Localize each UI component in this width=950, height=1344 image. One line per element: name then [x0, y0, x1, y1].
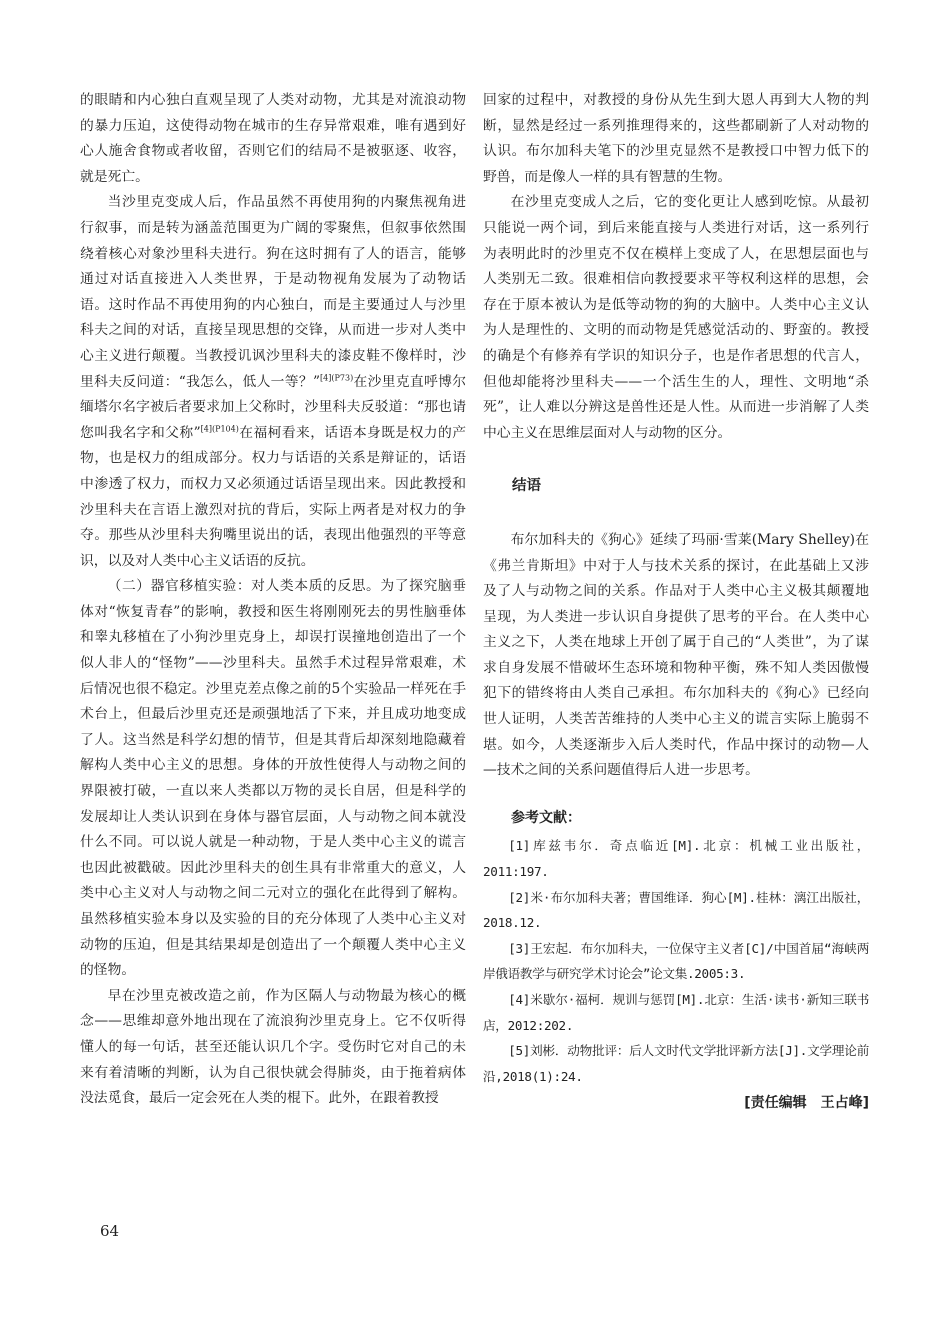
paragraph-text: 当沙里克变成人后，作品虽然不再使用狗的内聚焦视角进行叙事，而是转为涵盖范围更为广阔的零聚焦，但叙事依然围绕着核心对象沙里科夫进行。狗在这时拥有了人的语言，能够通过对话直接进入人类世界，于是动物视角发展为了动物话语。这时作品不再使用狗的内心独白，而是主要通过人与沙里科夫之间的对话，直接呈现思想的交锋，从而进一步对人类中心主义进行颠覆。当教授讥讽沙里科夫的漆皮鞋不像样时，沙里科夫反问道：“我怎么，低人一等？” [80, 194, 466, 390]
citation-marker: [4](P104) [200, 424, 239, 434]
paragraph: （二）器官移植实验：对人类本质的反思。为了探究脑垂体对“恢复青春”的影响，教授和医生将刚刚死去的男性脑垂体和睾丸移植在了小狗沙里克身上，却误打误撞地创造出了一个似人非人的“怪物”——沙里科夫。虽然手术过程异常艰难，术后情况也很不稳定。沙里克差点像之前的5个实验品一样死在手术台上，但最后沙里克还是顽强地活了下来，并且成功地变成了人。这当然是科学幻想的情节，但是其背后却深刻地隐藏着解构人类中心主义的思想。身体的开放性使得人与动物之间的界限被打破，一直以来人类都以万物的灵长自居，但是科学的发展却让人类认识到在身体与器官层面，人与动物之间本就没什么不同。可以说人就是一种动物，于是人类中心主义的谎言也因此被戳破。因此沙里科夫的创生具有非常重大的意义，人类中心主义对人与动物之间二元对立的强化在此得到了解构。虽然移植实验本身以及实验的目的充分体现了人类中心主义对动物的压迫，但是其结果却是创造出了一个颠覆人类中心主义的怪物。 [80, 578, 466, 979]
paragraph: 布尔加科夫的《狗心》延续了玛丽·雪莱(Mary Shelley)在《弗兰肯斯坦》中对于人与技术关系的探讨，在此基础上又涉及了人与动物之间的关系。作品对于人类中心主义极其颠覆地呈现，为人类进一步认识自身提供了思考的平台。在人类中心主义之下，人类在地球上开创了属于自己的“人类世”，为了谋求自身发展不惜破坏生态环境和物种平衡，殊不知人类因傲慢犯下的错终将由人类自己承担。布尔加科夫的《狗心》已经向世人证明，人类苦苦维持的人类中心主义的谎言实际上脆弱不堪。如今，人类逐渐步入后人类时代，作品中探讨的动物—人—技术之间的关系问题值得后人进一步思考。 [483, 531, 869, 779]
citation-marker: [4](P73) [320, 372, 354, 382]
paragraph-text: 在福柯看来，话语本身既是权力的产物，也是权力的组成部分。权力与话语的关系是辩证的，话语中渗透了权力，而权力又必须通过话语呈现出来。因此教授和沙里科夫在言语上激烈对抗的背后，实际上两者是对权力的争夺。那些从沙里科夫狗嘴里说出的话，表现出他强烈的平等意识，以及对人类中心主义话语的反抗。 [80, 424, 466, 569]
reference-item: [1]库兹韦尔．奇点临近[M].北京：机械工业出版社，2011:197. [483, 838, 869, 880]
reference-item: [2]米·布尔加科夫著；曹国维译．狗心[M].桂林：漓江出版社，2018.12. [483, 889, 869, 931]
section-heading: 结语 [512, 478, 541, 495]
paragraph-text: 在沙里克直呼博尔缅塔尔名字被后者要求加上父称时，沙里科夫反驳道：“那也请您叫我名字和父称” [80, 373, 467, 441]
page-number: 64 [100, 1222, 120, 1240]
reference-item: [4]米歇尔·福柯．规训与惩罚[M].北京：生活·读书·新知三联书店，2012:202. [483, 992, 869, 1033]
paragraph: 回家的过程中，对教授的身份从先生到大恩人再到大人物的判断，显然是经过一系列推理得来的，这些都刷新了人对动物的认识。布尔加科夫笔下的沙里克显然不是教授口中智力低下的野兽，而是像人一样的具有智慧的生物。 [483, 92, 869, 185]
reference-item: [3]王宏起．布尔加科夫，一位保守主义者[C]/中国首届“海峡两岸俄语教学与研究学术讨论会”论文集.2005:3. [483, 940, 869, 982]
responsible-editor: [责任编辑 王占峰] [744, 1095, 869, 1112]
paragraph: 的眼睛和内心独白直观呈现了人类对动物，尤其是对流浪动物的暴力压迫，这使得动物在城市的生存异常艰难，唯有遇到好心人施舍食物或者收留，否则它们的结局不是被驱逐、收容，就是死亡。 [80, 92, 466, 185]
right-column [483, 88, 869, 1117]
paragraph: 早在沙里克被改造之前，作为区隔人与动物最为核心的概念——思维却意外地出现在了流浪狗沙里克身上。它不仅听得懂人的每一句话，甚至还能认识几个字。受伤时它对自己的未来有着清晰的判断，认为自己很快就会得肺炎，由于拖着病体没法觅食，最后一定会死在人类的棍下。此外，在跟着教授 [80, 987, 466, 1107]
paragraph [80, 190, 466, 574]
reference-item: [5]刘彬．动物批评：后人文时代文学批评新方法[J].文学理论前沿,2018(1):24. [483, 1043, 869, 1084]
paragraph: 在沙里克变成人之后，它的变化更让人感到吃惊。从最初只能说一两个词，到后来能直接与人类进行对话，这一系列行为表明此时的沙里克不仅在模样上变成了人，在思想层面也与人类别无二致。很难相信向教授要求平等权利这样的思想，会存在于原本被认为是低等动物的狗的大脑中。人类中心主义认为人是理性的、文明的而动物是凭感觉活动的、野蛮的。教授的确是个有修养有学识的知识分子，也是作者思想的代言人，但他却能将沙里科夫——一个活生生的人，理性、文明地“杀死”，让人难以分辨这是兽性还是人性。从而进一步消解了人类中心主义在思维层面对人与动物的区分。 [483, 194, 869, 441]
references [483, 806, 869, 1090]
left-column [80, 88, 466, 1112]
references-heading: 参考文献： [511, 809, 581, 826]
